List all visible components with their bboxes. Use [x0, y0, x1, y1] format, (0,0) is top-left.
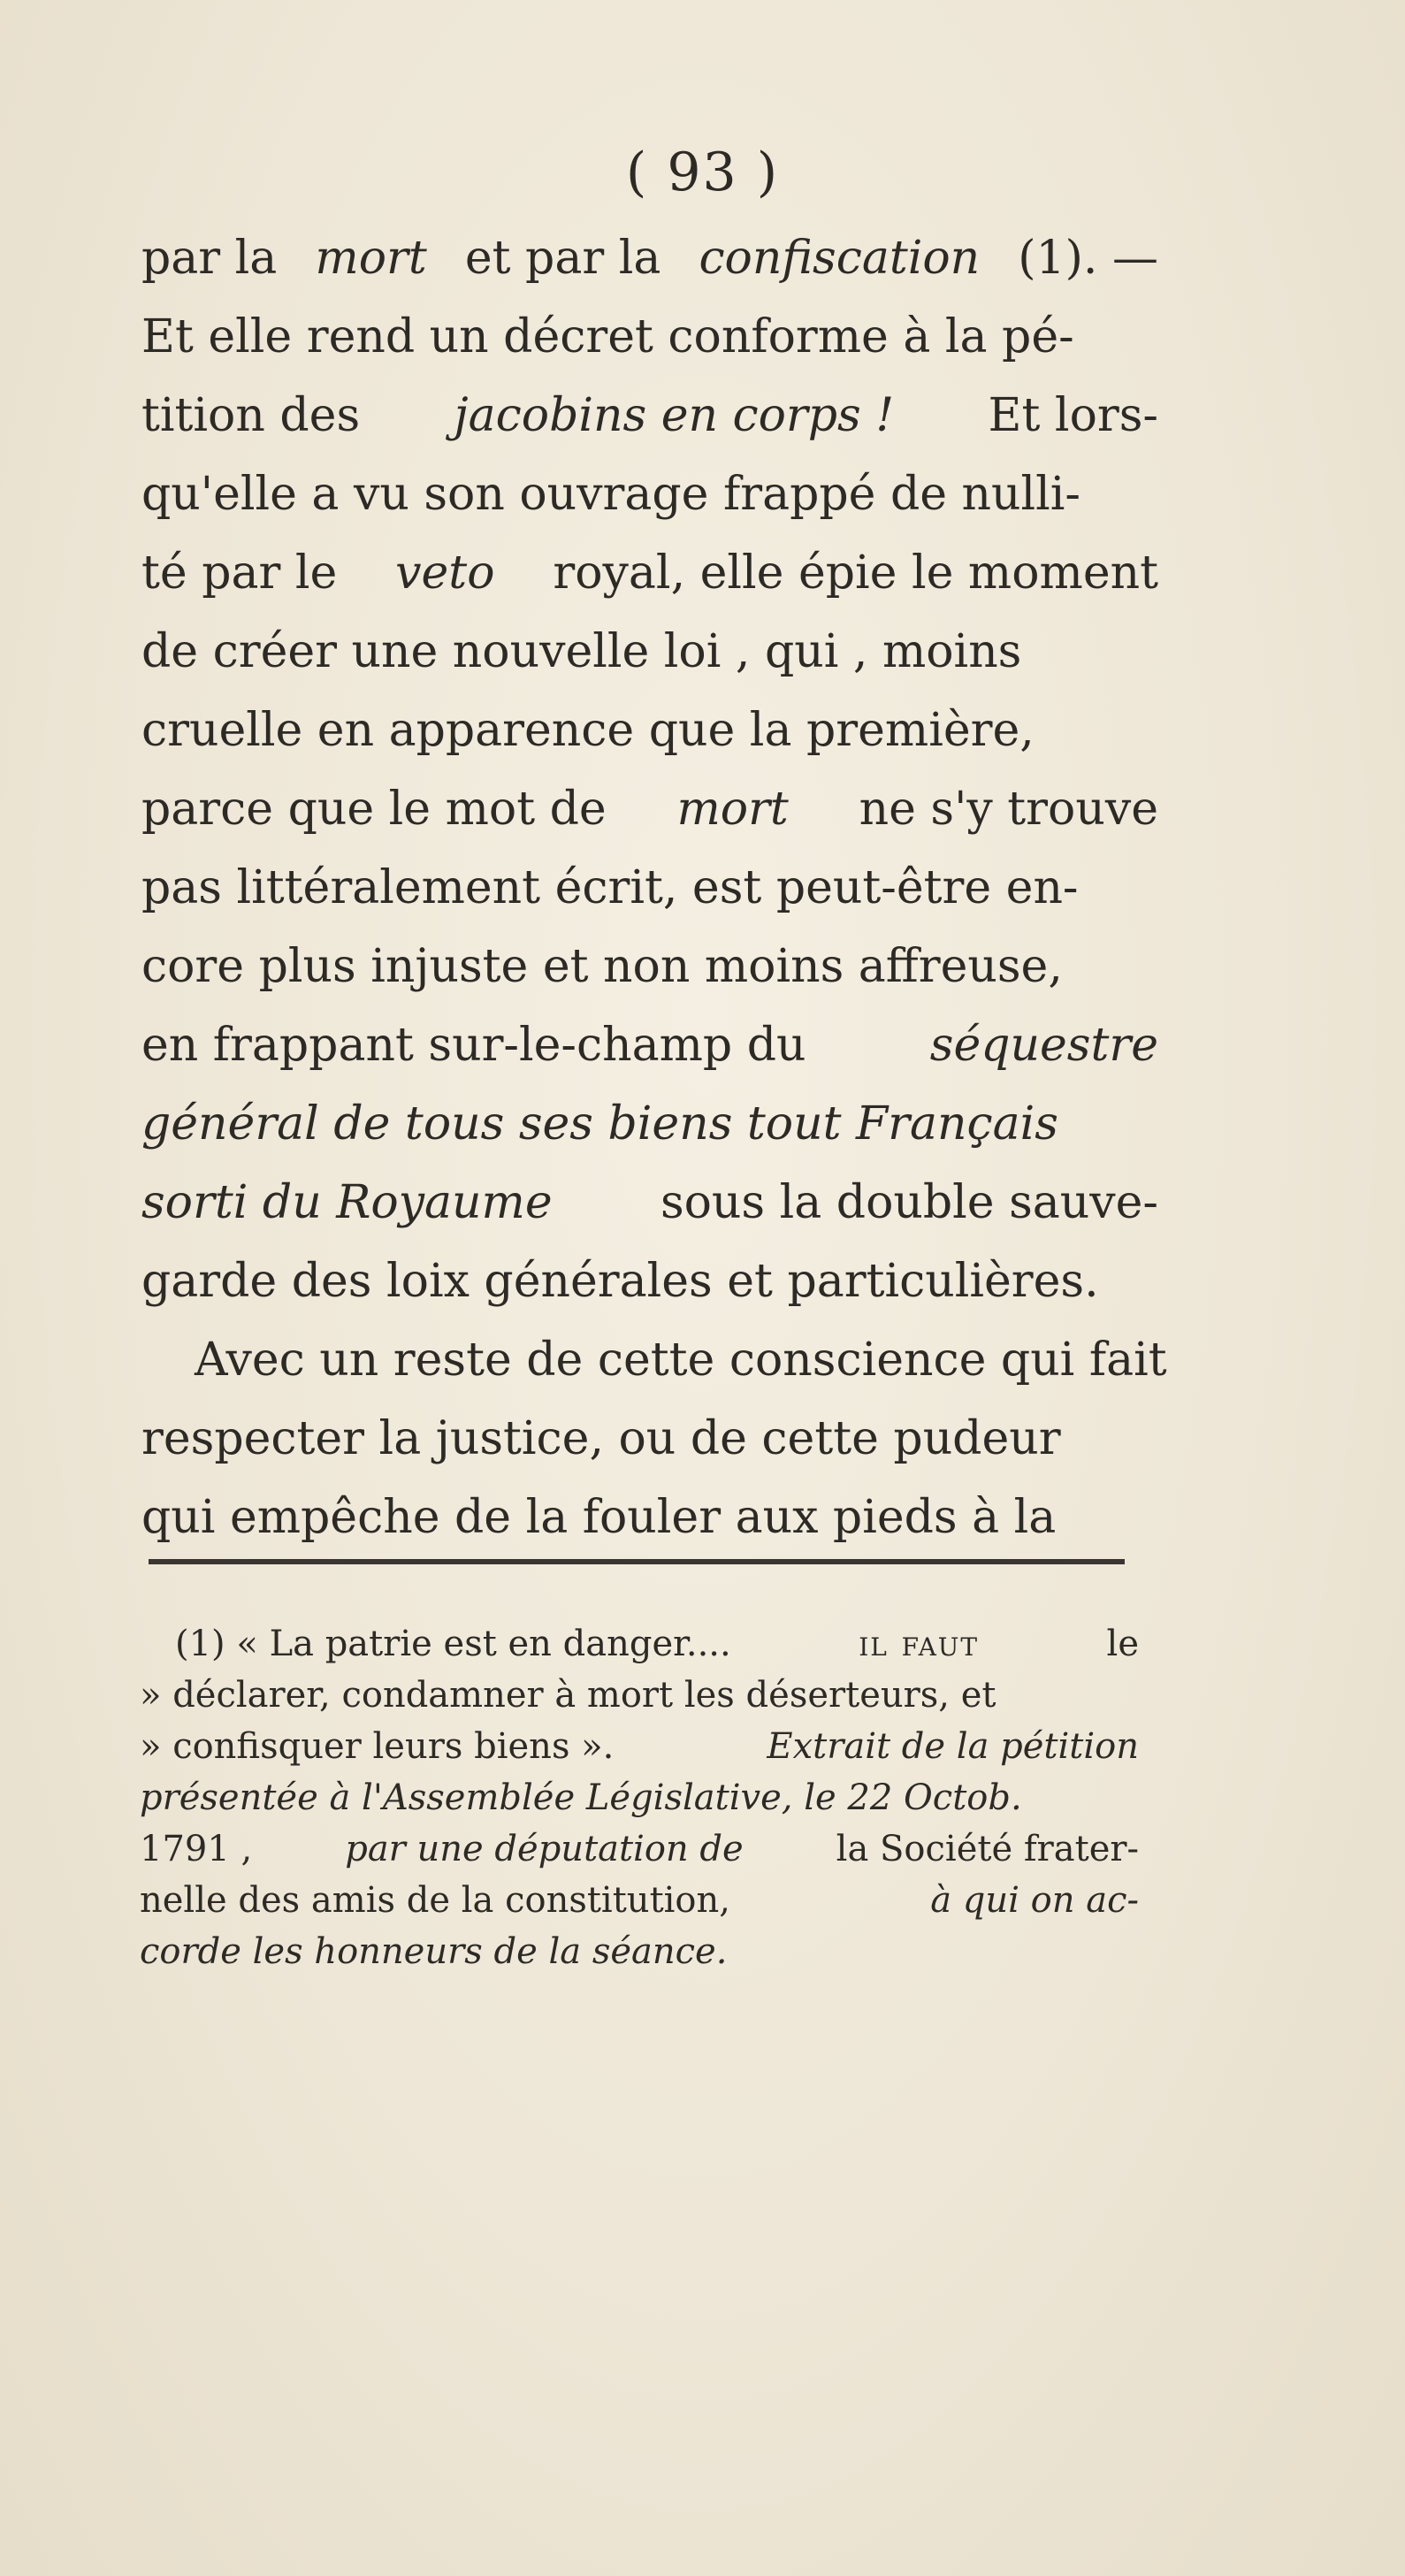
text-line [141, 534, 1158, 613]
text-segment: qui empêche de la fouler aux pieds à la [141, 1491, 1057, 1544]
text-line [141, 1321, 1167, 1400]
text-line [141, 455, 1158, 534]
text-segment: sous la double sauve- [660, 1176, 1158, 1229]
text-line [141, 613, 1158, 692]
text-segment: confiscation [699, 232, 981, 285]
text-line [141, 298, 1158, 377]
text-segment: séquestre [929, 1019, 1158, 1072]
text-line [141, 849, 1158, 928]
text-segment: pas littéralement écrit, est peut-être en- [141, 861, 1079, 914]
text-segment: tition des [141, 389, 361, 442]
footnote-segment: (1) « La patrie est en danger.... [175, 1624, 731, 1664]
text-segment: respecter la justice, ou de cette pudeur [141, 1412, 1061, 1465]
text-segment: par la [141, 232, 278, 285]
text-line [141, 770, 1158, 849]
footnote-line [140, 1926, 1139, 1977]
text-line [141, 1242, 1158, 1321]
text-line [141, 1085, 1158, 1164]
footnote-line [140, 1875, 1139, 1926]
text-line [141, 1479, 1158, 1557]
text-line [141, 1006, 1158, 1085]
footnote-line [140, 1670, 1139, 1721]
footnote-segment: » confisquer leurs biens ». [140, 1726, 615, 1767]
text-segment: et par la [464, 232, 661, 285]
main-text [141, 219, 1167, 1557]
footnote-line [140, 1721, 1139, 1772]
text-line [141, 928, 1158, 1006]
text-segment: (1). — [1018, 232, 1158, 285]
footnote-segment: 1791 , [140, 1829, 253, 1869]
text-line [141, 1164, 1158, 1242]
footnote-segment: la Société frater- [836, 1829, 1139, 1869]
text-segment: garde des loix générales et particulières. [141, 1255, 1099, 1308]
footnote-segment: le [1106, 1624, 1139, 1664]
footnote-segment: présentée à l'Assemblée Législative, le 22 Octob. [140, 1777, 1022, 1818]
text-segment: ne s'y trouve [859, 783, 1158, 836]
text-segment: qu'elle a vu son ouvrage frappé de nulli- [141, 468, 1080, 521]
footnote-segment: nelle des amis de la constitution, [140, 1880, 730, 1921]
text-segment: core plus injuste et non moins affreuse, [141, 940, 1063, 993]
text-segment: mort [676, 783, 789, 836]
page-number: ( 93 ) [625, 141, 780, 203]
footnote-line [140, 1618, 1139, 1670]
footnote-segment: Extrait de la pétition [767, 1726, 1139, 1767]
text-segment: de créer une nouvelle loi , qui , moins [141, 625, 1022, 678]
text-segment: général de tous ses biens tout Français [141, 1097, 1058, 1150]
text-line [141, 1400, 1158, 1479]
footnote-line [140, 1823, 1139, 1875]
text-segment: sorti du Royaume [141, 1176, 553, 1229]
footnote-segment: corde les honneurs de la séance. [140, 1931, 728, 1972]
text-line [141, 692, 1158, 770]
text-segment: jacobins en corps ! [454, 389, 895, 442]
text-line [141, 377, 1158, 455]
text-segment: mort [315, 232, 427, 285]
text-segment: Et lors- [988, 389, 1158, 442]
footnote-divider [149, 1559, 1125, 1564]
footnote-segment: par une députation de [345, 1829, 744, 1869]
text-segment: veto [395, 547, 495, 600]
text-segment: Et elle rend un décret conforme à la pé- [141, 310, 1074, 363]
footnote-line [140, 1772, 1139, 1823]
footnote-segment: » déclarer, condamner à mort les déserteurs, et [140, 1675, 996, 1716]
text-segment: parce que le mot de [141, 783, 607, 836]
footnote [140, 1618, 1139, 1977]
text-segment: Avec un reste de cette conscience qui fait [195, 1334, 1167, 1387]
text-segment: té par le [141, 547, 338, 600]
text-line [141, 219, 1158, 298]
text-segment: en frappant sur-le-champ du [141, 1019, 806, 1072]
text-segment: cruelle en apparence que la première, [141, 704, 1035, 757]
footnote-segment: à qui on ac- [930, 1880, 1139, 1921]
text-segment: royal, elle épie le moment [553, 547, 1158, 600]
footnote-segment: il faut [859, 1624, 980, 1664]
